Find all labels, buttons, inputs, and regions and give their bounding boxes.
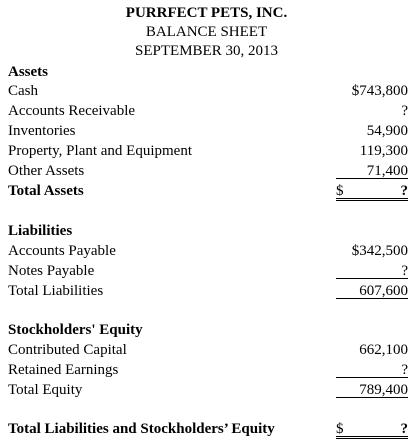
double-underline xyxy=(336,181,408,201)
statement-date: SEPTEMBER 30, 2013 xyxy=(135,43,278,59)
total-equity-label: Total Equity xyxy=(8,382,83,398)
underline xyxy=(336,360,408,378)
asset-label: Other Assets xyxy=(8,163,85,179)
asset-label: Inventories xyxy=(8,123,76,139)
equity-row-contributed-capital xyxy=(8,340,408,360)
company-name: PURRFECT PETS, INC. xyxy=(125,5,288,21)
equity-value: ? xyxy=(401,362,408,378)
liability-label: Accounts Payable xyxy=(8,243,116,259)
asset-row-ppe xyxy=(8,141,408,161)
asset-value: ? xyxy=(401,103,408,119)
asset-value: 119,300 xyxy=(359,143,408,159)
liability-row-notes-payable xyxy=(8,261,408,281)
asset-value: 54,900 xyxy=(366,123,408,139)
grand-total-label: Total Liabilities and Stockholders’ Equity xyxy=(8,421,275,437)
grand-total-value: ? xyxy=(400,421,408,437)
liability-row-accounts-payable xyxy=(8,241,408,261)
asset-row-cash xyxy=(8,81,408,101)
asset-label: Property, Plant and Equipment xyxy=(8,143,192,159)
equity-value: 662,100 xyxy=(359,342,408,358)
asset-value: $743,800 xyxy=(351,83,408,99)
total-liabilities-value: 607,600 xyxy=(359,283,408,299)
asset-row-other xyxy=(8,161,408,181)
asset-row-inventories xyxy=(8,121,408,141)
grand-total-currency: $ xyxy=(336,421,344,437)
asset-label: Cash xyxy=(8,83,38,99)
liability-label: Notes Payable xyxy=(8,263,95,279)
total-equity-value: 789,400 xyxy=(359,382,408,398)
total-assets-value: ? xyxy=(400,183,408,199)
assets-heading: Assets xyxy=(8,64,48,80)
underline xyxy=(336,261,408,279)
total-liabilities-label: Total Liabilities xyxy=(8,283,104,299)
liability-value: $342,500 xyxy=(351,243,408,259)
total-assets-row xyxy=(8,181,408,201)
equity-heading: Stockholders' Equity xyxy=(8,322,143,338)
asset-label: Accounts Receivable xyxy=(8,103,136,119)
asset-value: 71,400 xyxy=(366,163,408,179)
double-underline xyxy=(336,419,408,439)
equity-label: Contributed Capital xyxy=(8,342,127,358)
statement-title: BALANCE SHEET xyxy=(145,24,268,40)
liability-value: ? xyxy=(401,263,408,279)
liabilities-heading: Liabilities xyxy=(8,223,73,239)
total-assets-currency: $ xyxy=(336,183,344,199)
total-equity-row xyxy=(8,380,408,400)
equity-label: Retained Earnings xyxy=(8,362,119,378)
total-liabilities-row xyxy=(8,281,408,301)
equity-row-retained-earnings xyxy=(8,360,408,380)
grand-total-row xyxy=(8,419,408,439)
total-assets-label: Total Assets xyxy=(8,183,84,199)
asset-row-accounts-receivable xyxy=(8,101,408,121)
